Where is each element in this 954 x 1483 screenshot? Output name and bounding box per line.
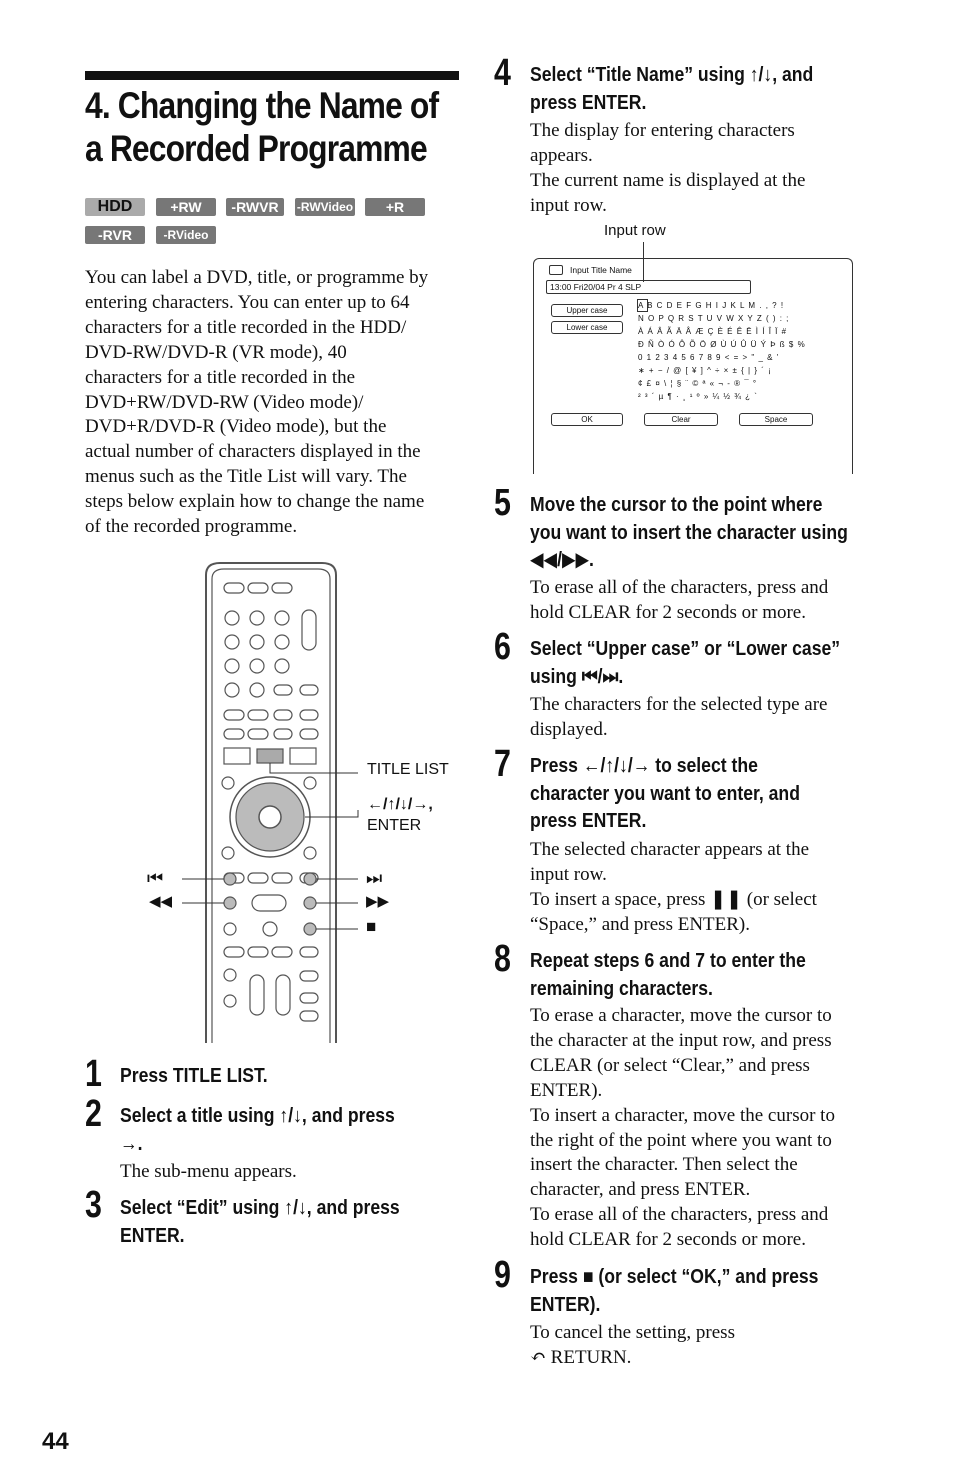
step-body — [530, 693, 828, 743]
char-row[interactable]: N O P Q R S T U V W X Y Z ( ) : ; — [638, 314, 790, 323]
space-button[interactable]: Space — [739, 413, 813, 426]
char-row[interactable]: A B C D E F G H I J K L M . , ? ! — [638, 301, 785, 310]
step-heading-line: Move the cursor to the point where — [530, 494, 823, 516]
fast-forward-icon: ▶▶ — [366, 893, 390, 910]
char-row[interactable]: ∗ + − / @ [ ¥ ] ^ ÷ × ± { | } ´ ¡ — [638, 366, 772, 375]
step-body-line: hold CLEAR for 2 seconds or more. — [530, 601, 806, 623]
rewind-icon: ◀◀ — [149, 893, 173, 910]
char-row[interactable]: 0 1 2 3 4 5 6 7 8 9 < = > " _ & ' — [638, 353, 780, 362]
page-title — [85, 84, 463, 170]
intro-line: characters for a title recorded in the — [85, 366, 356, 388]
step-number: 7 — [494, 743, 511, 785]
step-number: 2 — [85, 1093, 102, 1135]
step-body-line: “Space,” and press ENTER). — [530, 913, 751, 935]
step-body-line: The sub-menu appears. — [120, 1161, 297, 1182]
step-body — [530, 838, 817, 938]
step-heading — [120, 1063, 454, 1091]
badge-minus-r-video: -RVideo — [156, 226, 216, 244]
step-body-line: the right of the point where you want to — [530, 1129, 832, 1151]
step-body-line: CLEAR (or select “Clear,” and press — [530, 1054, 810, 1076]
input-title-name-screen — [533, 258, 853, 474]
step-heading-line: Select “Edit” using ↑/↓, and press — [120, 1197, 400, 1219]
character-cursor — [637, 299, 648, 312]
step-heading-line: ◀◀/▶▶. — [530, 549, 594, 571]
intro-paragraph — [85, 266, 465, 540]
step-heading-line: ENTER). — [530, 1293, 601, 1316]
step-heading-line: Press TITLE LIST. — [120, 1065, 268, 1087]
input-row-field[interactable]: 13:00 Fri20/04 Pr 4 SLP — [546, 280, 751, 294]
step-heading — [530, 948, 864, 1003]
lower-case-button[interactable]: Lower case — [551, 321, 623, 334]
step-heading-line: press ENTER. — [530, 810, 647, 832]
step-heading-line: remaining characters. — [530, 977, 713, 1000]
step-heading-line: Select “Title Name” using ↑/↓, and — [530, 64, 814, 86]
prev-icon: ⏮ — [147, 868, 164, 888]
step-body — [530, 576, 828, 626]
intro-line: DVD+R/DVD-R (Video mode), but the — [85, 416, 387, 438]
stop-icon: ■ — [366, 917, 377, 936]
char-row[interactable]: À Á Â Ã Ä Å Æ Ç È É Ê Ë Ì Í Î Ï # — [638, 327, 788, 336]
upper-case-button[interactable]: Upper case — [551, 304, 623, 317]
step-body-line: The current name is displayed at the — [530, 169, 806, 191]
step-body — [530, 119, 805, 219]
step-heading-line: Select a title using ↑/↓, and press — [120, 1105, 395, 1127]
screen-header: Input Title Name — [570, 265, 632, 275]
intro-line: You can label a DVD, title, or programme by — [85, 267, 429, 288]
step-body-line: To insert a space, press ❚❚ (or select — [530, 888, 817, 910]
disc-icon — [549, 265, 563, 275]
badge-plus-rw: +RW — [156, 198, 216, 216]
step-body-line: ↶ RETURN. — [530, 1346, 632, 1368]
callout-input-row: Input row — [604, 222, 666, 239]
step-number: 4 — [494, 52, 511, 94]
step-heading-line: Press ←/↑/↓/→ to select the — [530, 755, 758, 777]
character-grid[interactable] — [638, 299, 806, 403]
title-rule — [85, 71, 459, 80]
clear-button[interactable]: Clear — [644, 413, 718, 426]
intro-line: of the recorded programme. — [85, 516, 298, 538]
intro-line: actual number of characters displayed in the — [85, 441, 421, 463]
intro-line: characters for a title recorded in the HDD/ — [85, 316, 407, 338]
intro-line: menus such as the Title List will vary. The — [85, 466, 407, 488]
badge-minus-rw-video: -RWVideo — [296, 200, 354, 214]
badge-plus-r: +R — [365, 198, 425, 216]
badge-hdd: HDD — [85, 198, 145, 216]
next-icon: ⏭ — [366, 868, 383, 888]
step-heading-line: ENTER. — [120, 1224, 185, 1247]
step-heading-line: Select “Upper case” or “Lower case” — [530, 638, 841, 660]
step-number: 1 — [85, 1053, 102, 1095]
step-heading-line: using ⏮/⏭. — [530, 665, 624, 688]
step-body-line: displayed. — [530, 718, 608, 740]
step-body-line: input row. — [530, 194, 607, 216]
step-body-line: The selected character appears at the — [530, 839, 810, 860]
step-body-line: To cancel the setting, press — [530, 1322, 735, 1343]
step-heading — [530, 753, 864, 836]
step-heading — [120, 1103, 454, 1158]
step-body-line: To erase a character, move the cursor to — [530, 1005, 832, 1026]
step-heading — [530, 1264, 864, 1319]
step-heading — [530, 62, 864, 117]
step-number: 5 — [494, 482, 511, 524]
intro-line: steps below explain how to change the name — [85, 491, 425, 513]
step-body-line: the character at the input row, and press — [530, 1029, 832, 1051]
step-body-line: character, and press ENTER. — [530, 1179, 751, 1201]
badge-minus-rw-vr: -RWVR — [226, 198, 284, 216]
intro-line: DVD+RW/DVD-RW (Video mode)/ — [85, 391, 364, 413]
step-number: 6 — [494, 626, 511, 668]
label-arrows: ←/↑/↓/→, — [367, 796, 433, 813]
page-number: 44 — [42, 1428, 69, 1455]
step-heading — [120, 1195, 454, 1250]
step-number: 9 — [494, 1254, 511, 1296]
step-body-line: The characters for the selected type are — [530, 694, 828, 715]
step-heading-line: Press ■ (or select “OK,” and press — [530, 1266, 819, 1288]
step-body-line: ENTER). — [530, 1079, 603, 1101]
step-body-line: hold CLEAR for 2 seconds or more. — [530, 1229, 806, 1251]
step-heading-line: press ENTER. — [530, 91, 647, 114]
step-heading-line: character you want to enter, and — [530, 782, 800, 805]
step-body-line: To erase all of the characters, press and — [530, 1204, 829, 1226]
char-row[interactable]: ² ³ ´ µ ¶ · ¸ ¹ º » ¼ ½ ¾ ¿ ` — [638, 392, 758, 401]
step-heading — [530, 636, 864, 691]
intro-line: DVD-RW/DVD-R (VR mode), 40 — [85, 341, 347, 363]
step-body-line: input row. — [530, 863, 607, 885]
char-row[interactable]: Ð Ñ Ò Ó Ô Õ Ö Ø Ù Ú Û Ü Ý Þ ß $ % — [638, 340, 806, 349]
title-line-2: a Recorded Programme — [85, 128, 427, 169]
step-body — [120, 1160, 297, 1185]
label-title-list: TITLE LIST — [367, 761, 449, 778]
step-body-line: appears. — [530, 144, 593, 166]
step-number: 8 — [494, 938, 511, 980]
step-body-line: The display for entering characters — [530, 120, 795, 141]
step-heading-line: →. — [120, 1132, 143, 1155]
step-heading-line: Repeat steps 6 and 7 to enter the — [530, 950, 806, 972]
badge-minus-r-vr: -RVR — [85, 226, 145, 244]
step-heading-line: you want to insert the character using — [530, 521, 848, 544]
char-row[interactable]: ¢ £ ¤ \ ¦ § ¨ © ª « ¬ - ® ¯ ° — [638, 379, 758, 388]
step-body-line: insert the character. Then select the — [530, 1154, 798, 1176]
intro-line: entering characters. You can enter up to 64 — [85, 291, 410, 313]
step-body — [530, 1004, 835, 1253]
step-body-line: To insert a character, move the cursor to — [530, 1104, 835, 1126]
step-heading — [530, 492, 864, 575]
step-body-line: To erase all of the characters, press and — [530, 577, 829, 598]
ok-button[interactable]: OK — [551, 413, 623, 426]
title-line-1: 4. Changing the Name of — [85, 85, 439, 126]
step-number: 3 — [85, 1184, 102, 1226]
step-body — [530, 1321, 735, 1371]
label-enter: ENTER — [367, 817, 422, 834]
